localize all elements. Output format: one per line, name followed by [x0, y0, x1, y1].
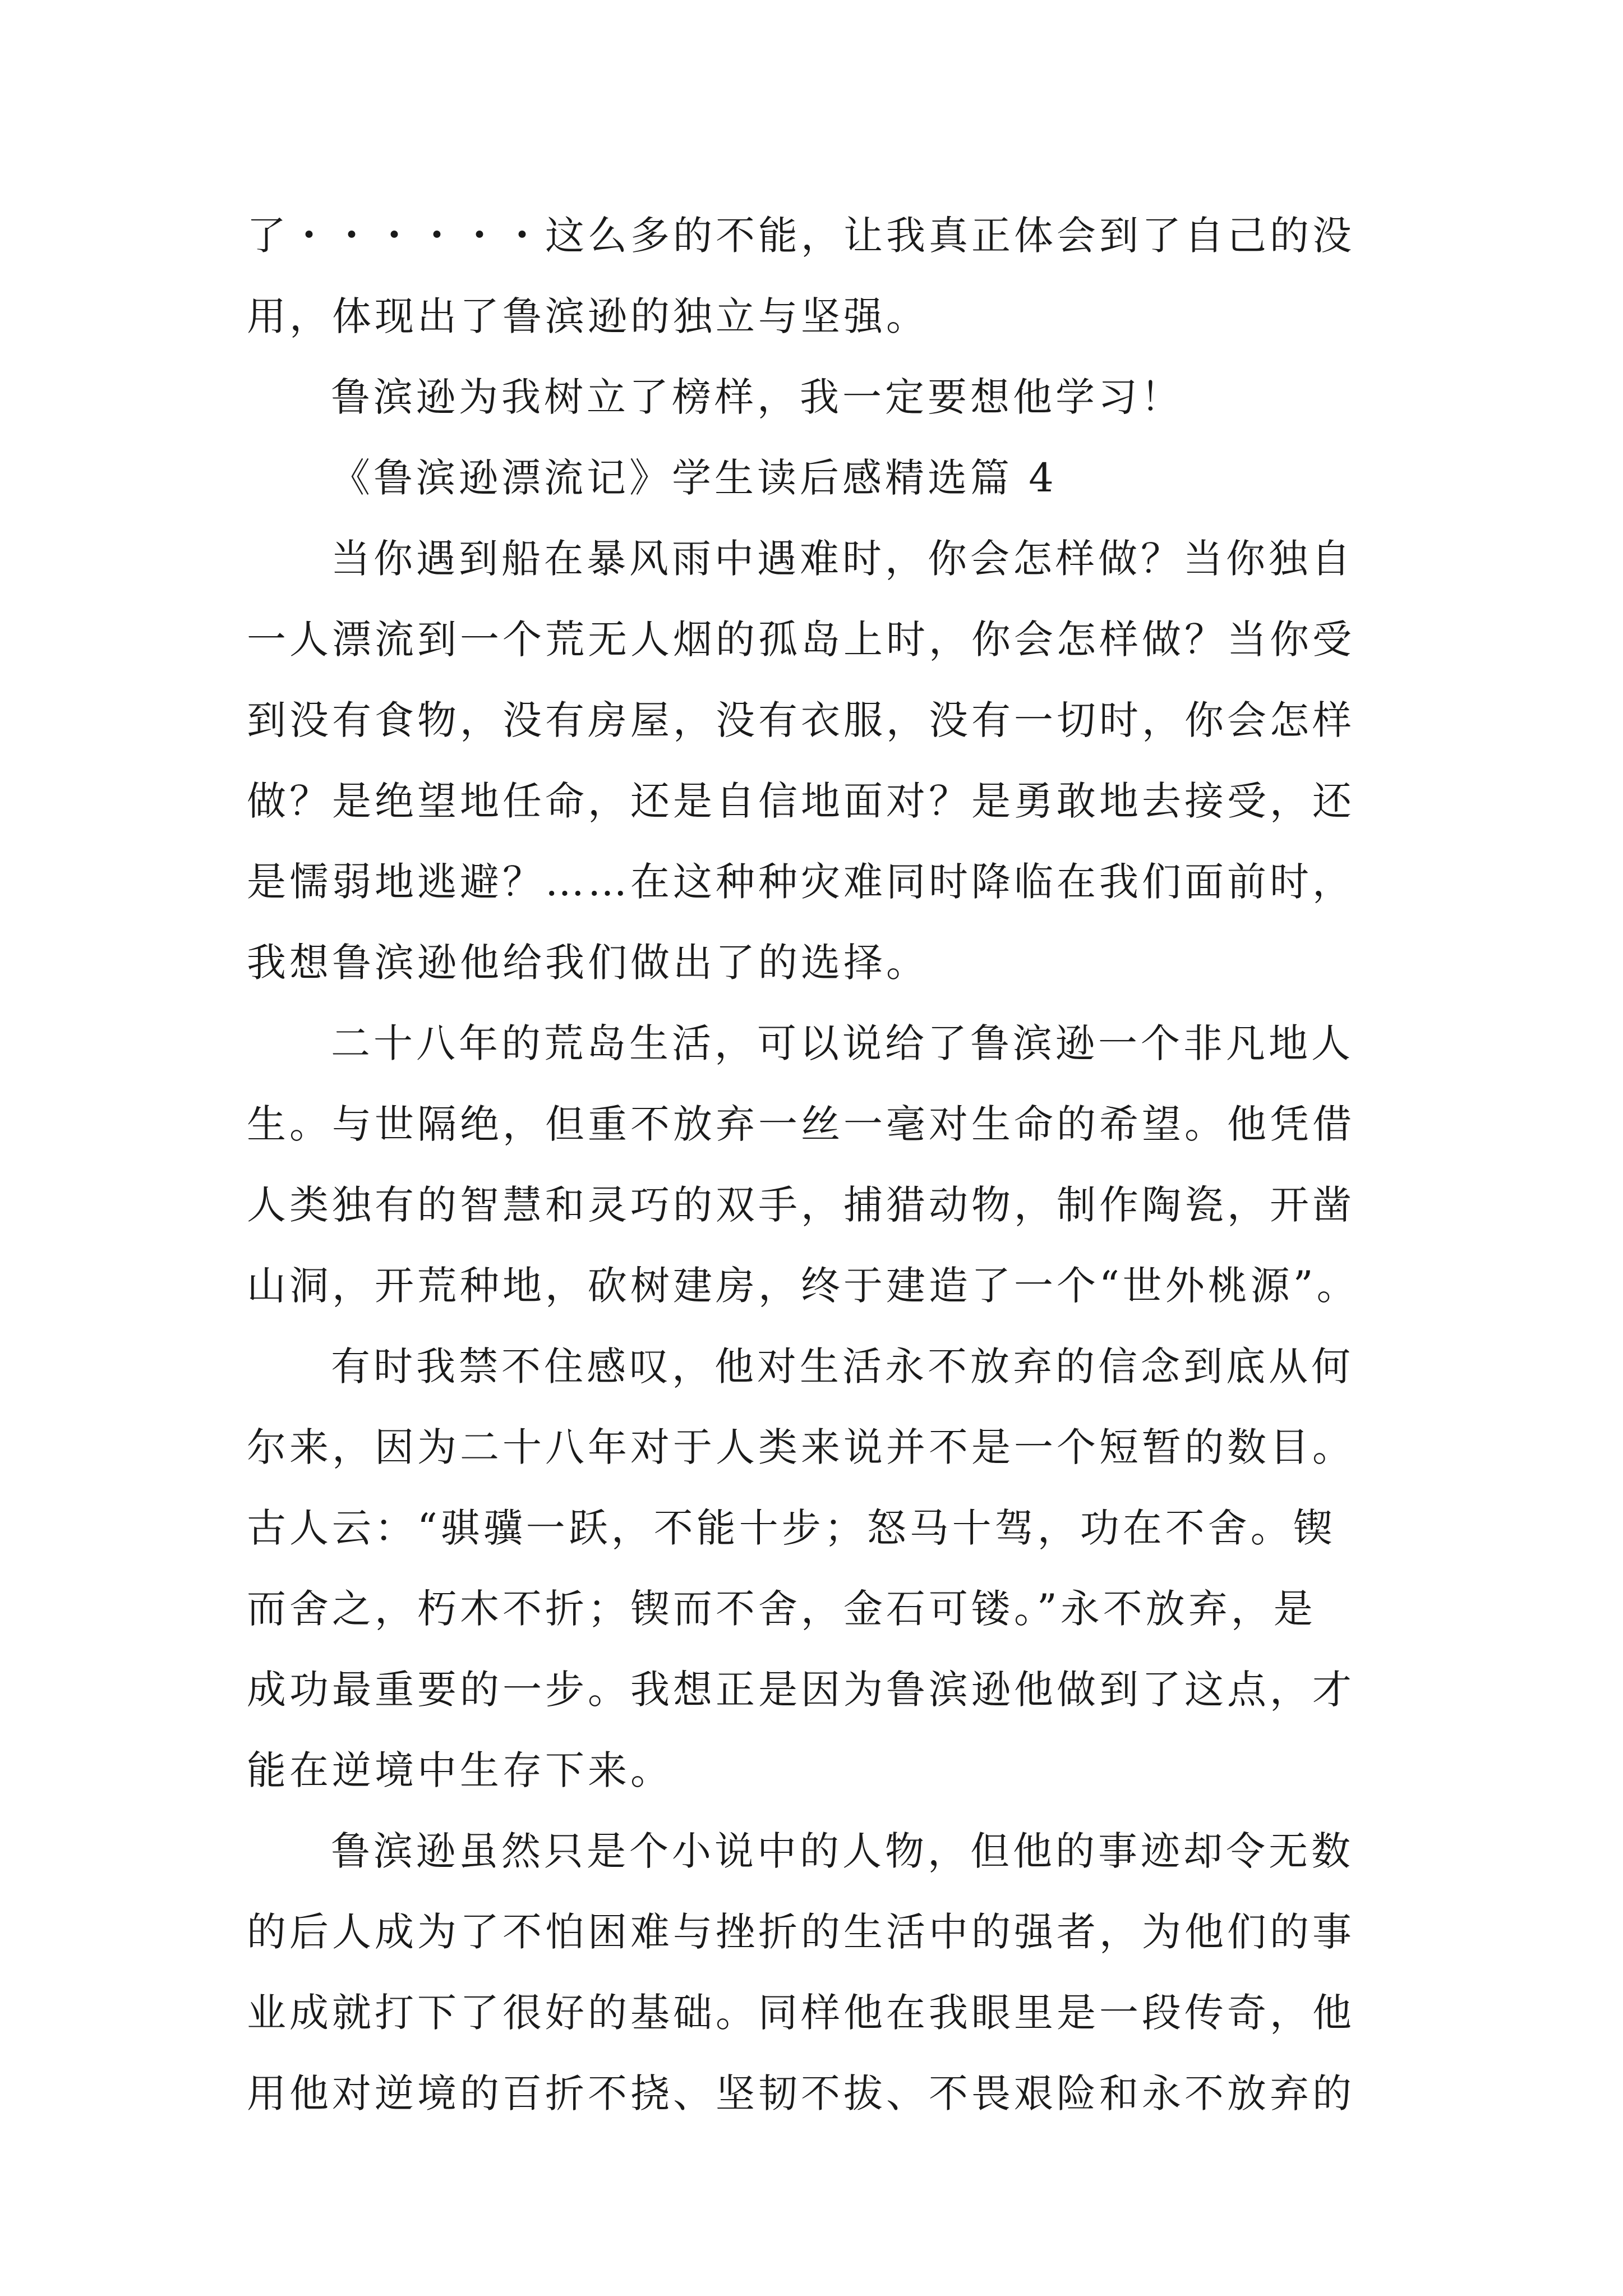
text-line: 做？是绝望地任命，还是自信地面对？是勇敢地去接受，还	[247, 778, 1355, 824]
text-line: 业成就打下了很好的基础。同样他在我眼里是一段传奇，他	[247, 1990, 1355, 2036]
text-line: 了・・・・・・这么多的不能，让我真正体会到了自己的没	[247, 213, 1355, 259]
text-line: 人类独有的智慧和灵巧的双手，捕猎动物，制作陶瓷，开凿	[247, 1182, 1355, 1228]
text-line: 成功最重要的一步。我想正是因为鲁滨逊他做到了这点，才	[247, 1667, 1355, 1713]
text-line: 山洞，开荒种地，砍树建房，终于建造了一个“世外桃源”。	[247, 1263, 1359, 1309]
text-line: 而舍之，朽木不折；锲而不舍，金石可镂。”永不放弃，是	[247, 1586, 1316, 1632]
text-line: 生。与世隔绝，但重不放弃一丝一毫对生命的希望。他凭借	[247, 1101, 1355, 1147]
document-body	[247, 208, 1391, 2146]
text-line: 尔来，因为二十八年对于人类来说并不是一个短暂的数目。	[247, 1424, 1355, 1470]
text-line: 是懦弱地逃避？……在这种种灾难同时降临在我们面前时，	[247, 859, 1355, 905]
text-line: 古人云：“骐骥一跃，不能十步；怒马十驾，功在不舍。锲	[247, 1505, 1336, 1551]
section-title: 《鲁滨逊漂流记》学生读后感精选篇 4	[331, 455, 1057, 501]
text-line: 的后人成为了不怕困难与挫折的生活中的强者，为他们的事	[247, 1909, 1355, 1955]
text-line: 二十八年的荒岛生活，可以说给了鲁滨逊一个非凡地人	[331, 1020, 1354, 1066]
text-line: 当你遇到船在暴风雨中遇难时，你会怎样做？当你独自	[331, 536, 1354, 582]
text-line: 用他对逆境的百折不挠、坚韧不拔、不畏艰险和永不放弃的	[247, 2070, 1355, 2116]
text-line: 我想鲁滨逊他给我们做出了的选择。	[247, 940, 929, 986]
text-line: 能在逆境中生存下来。	[247, 1747, 673, 1793]
text-line: 用，体现出了鲁滨逊的独立与坚强。	[247, 293, 929, 339]
text-line: 有时我禁不住感叹，他对生活永不放弃的信念到底从何	[331, 1343, 1354, 1389]
text-line: 一人漂流到一个荒无人烟的孤岛上时，你会怎样做？当你受	[247, 616, 1355, 662]
text-line: 鲁滨逊虽然只是个小说中的人物，但他的事迹却令无数	[331, 1828, 1354, 1874]
text-line: 到没有食物，没有房屋，没有衣服，没有一切时，你会怎样	[247, 697, 1355, 743]
text-line: 鲁滨逊为我树立了榜样，我一定要想他学习！	[331, 374, 1183, 420]
